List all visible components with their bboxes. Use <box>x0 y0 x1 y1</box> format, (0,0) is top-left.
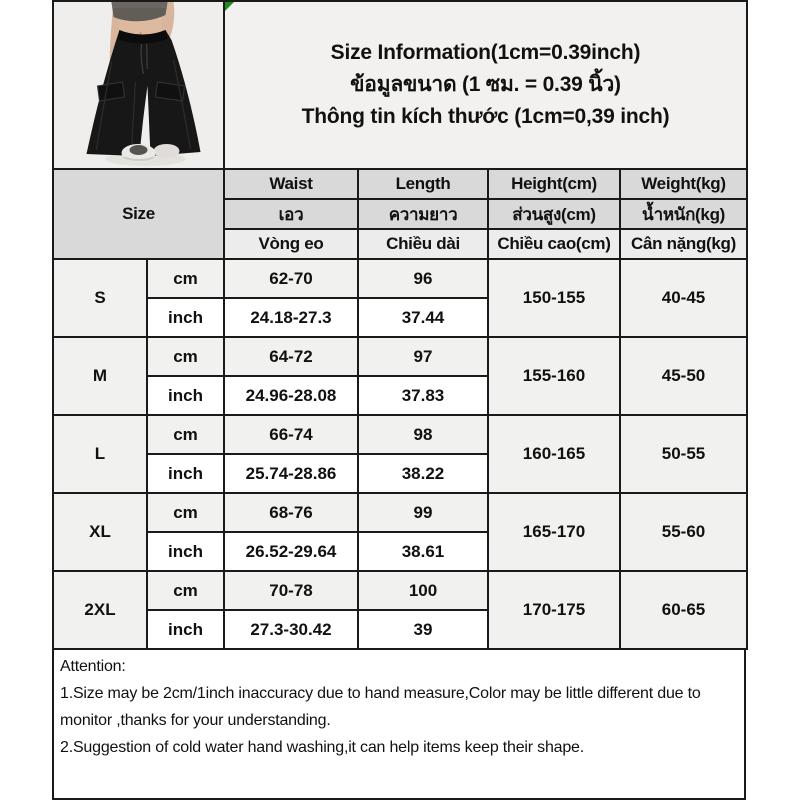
row-2xl-cm <box>53 571 747 610</box>
s-weight: 40-45 <box>620 259 747 337</box>
l-weight: 50-55 <box>620 415 747 493</box>
unit-inch: inch <box>147 454 224 493</box>
header-row-english <box>53 169 747 199</box>
size-header: Size <box>53 169 224 259</box>
size-label-s: S <box>53 259 147 337</box>
l-height: 160-165 <box>488 415 620 493</box>
xl-height: 165-170 <box>488 493 620 571</box>
l-length-cm: 98 <box>358 415 488 454</box>
2xl-waist-inch: 27.3-30.42 <box>224 610 358 649</box>
attention-note-1: 1.Size may be 2cm/1inch inaccuracy due to hand measure,Color may be little different due to monitor ,thanks for your understanding. <box>60 685 701 729</box>
xl-weight: 55-60 <box>620 493 747 571</box>
title-cell <box>224 1 747 169</box>
col-weight-en: Weight(kg) <box>620 169 747 199</box>
m-weight: 45-50 <box>620 337 747 415</box>
s-height: 150-155 <box>488 259 620 337</box>
s-waist-inch: 24.18-27.3 <box>224 298 358 337</box>
s-waist-cm: 62-70 <box>224 259 358 298</box>
size-label-xl: XL <box>53 493 147 571</box>
title-english: Size Information(1cm=0.39inch) <box>330 41 641 64</box>
attention-heading: Attention: <box>60 658 126 675</box>
size-chart-sheet <box>52 0 746 800</box>
title-thai: ข้อมูลขนาด (1 ซม. = 0.39 นิ้ว) <box>350 73 621 96</box>
unit-inch: inch <box>147 532 224 571</box>
row-s-cm <box>53 259 747 298</box>
l-length-inch: 38.22 <box>358 454 488 493</box>
unit-inch: inch <box>147 610 224 649</box>
2xl-length-inch: 39 <box>358 610 488 649</box>
s-length-cm: 96 <box>358 259 488 298</box>
l-waist-inch: 25.74-28.86 <box>224 454 358 493</box>
2xl-length-cm: 100 <box>358 571 488 610</box>
col-waist-th: เอว <box>224 199 358 229</box>
col-waist-en: Waist <box>224 169 358 199</box>
unit-cm: cm <box>147 337 224 376</box>
size-label-l: L <box>53 415 147 493</box>
size-label-2xl: 2XL <box>53 571 147 649</box>
col-length-th: ความยาว <box>358 199 488 229</box>
green-corner-marker-icon <box>225 2 234 11</box>
unit-cm: cm <box>147 493 224 532</box>
top-row <box>53 1 747 169</box>
unit-cm: cm <box>147 415 224 454</box>
attention-box <box>52 650 746 800</box>
m-height: 155-160 <box>488 337 620 415</box>
col-height-th: ส่วนสูง(cm) <box>488 199 620 229</box>
product-photo-cell <box>53 1 224 169</box>
unit-cm: cm <box>147 571 224 610</box>
xl-length-inch: 38.61 <box>358 532 488 571</box>
m-length-cm: 97 <box>358 337 488 376</box>
col-height-en: Height(cm) <box>488 169 620 199</box>
row-l-cm <box>53 415 747 454</box>
col-weight-vi: Cân nặng(kg) <box>620 229 747 259</box>
xl-waist-cm: 68-76 <box>224 493 358 532</box>
m-length-inch: 37.83 <box>358 376 488 415</box>
col-length-vi: Chiều dài <box>358 229 488 259</box>
unit-inch: inch <box>147 376 224 415</box>
attention-note-2: 2.Suggestion of cold water hand washing,it can help items keep their shape. <box>60 739 585 756</box>
product-photo <box>54 2 223 168</box>
xl-waist-inch: 26.52-29.64 <box>224 532 358 571</box>
xl-length-cm: 99 <box>358 493 488 532</box>
2xl-height: 170-175 <box>488 571 620 649</box>
unit-cm: cm <box>147 259 224 298</box>
m-waist-inch: 24.96-28.08 <box>224 376 358 415</box>
size-label-m: M <box>53 337 147 415</box>
col-weight-th: น้ำหนัก(kg) <box>620 199 747 229</box>
size-table <box>52 0 748 650</box>
2xl-weight: 60-65 <box>620 571 747 649</box>
m-waist-cm: 64-72 <box>224 337 358 376</box>
col-length-en: Length <box>358 169 488 199</box>
row-m-cm <box>53 337 747 376</box>
s-length-inch: 37.44 <box>358 298 488 337</box>
col-waist-vi: Vòng eo <box>224 229 358 259</box>
title-vietnamese: Thông tin kích thước (1cm=0,39 inch) <box>301 105 670 128</box>
unit-inch: inch <box>147 298 224 337</box>
col-height-vi: Chiều cao(cm) <box>488 229 620 259</box>
2xl-waist-cm: 70-78 <box>224 571 358 610</box>
row-xl-cm <box>53 493 747 532</box>
l-waist-cm: 66-74 <box>224 415 358 454</box>
